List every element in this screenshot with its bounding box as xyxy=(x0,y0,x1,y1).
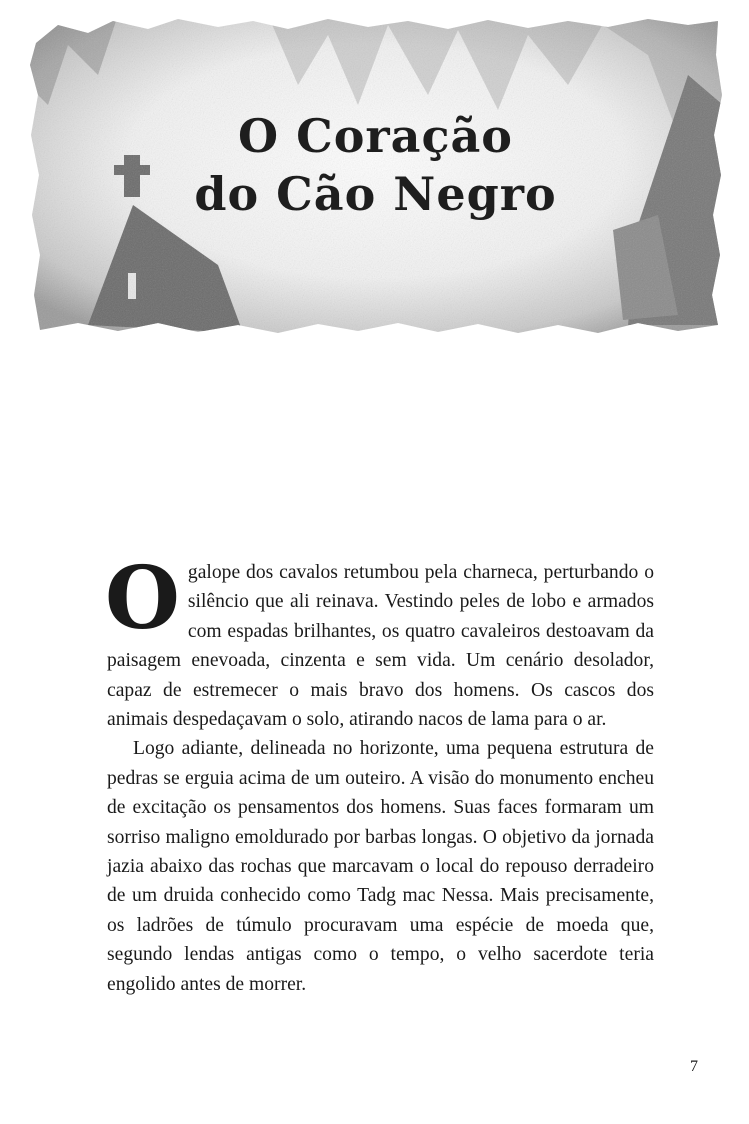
drop-cap: O xyxy=(105,548,180,649)
chapter-title-line-2: do Cão Negro xyxy=(194,167,557,221)
page-number: 7 xyxy=(690,1058,698,1075)
chapter-title xyxy=(28,107,723,223)
paragraph-2: Logo adiante, delineada no horizonte, uma pequena estrutura de pedras se erguia acima de um outeiro. A visão do monumento encheu de excitação os pensamentos dos homens. Suas faces formaram um sorriso maligno emoldurado por barbas longas. O objetivo da jornada jazia abaixo das rochas que marcavam o local do repouso derradeiro de um druida conhecido como Tadg mac Nessa. Mais precisamente, os ladrões de túmulo procuravam uma espécie de moeda que, segundo lendas antigas como o tempo, o velho sacerdote teria engolido antes de morrer. xyxy=(107,738,654,995)
chapter-banner xyxy=(28,15,723,340)
chapter-title-line-1: O Coração xyxy=(238,109,513,163)
chapter-body xyxy=(105,548,654,999)
paragraph-1-text: galope dos cavalos retumbou pela charneca, perturbando o silêncio que ali reinava. Vestindo peles de lobo e armados com espadas brilhantes, os quatro cavaleiros destoavam da paisagem enevoada, cinzenta e sem vida. Um cenário desolador, capaz de estremecer o mais bravo dos homens. Os cascos dos animais despedaçavam o solo, atirando nacos de lama para o ar. xyxy=(107,562,654,731)
paragraph-1 xyxy=(105,548,654,734)
